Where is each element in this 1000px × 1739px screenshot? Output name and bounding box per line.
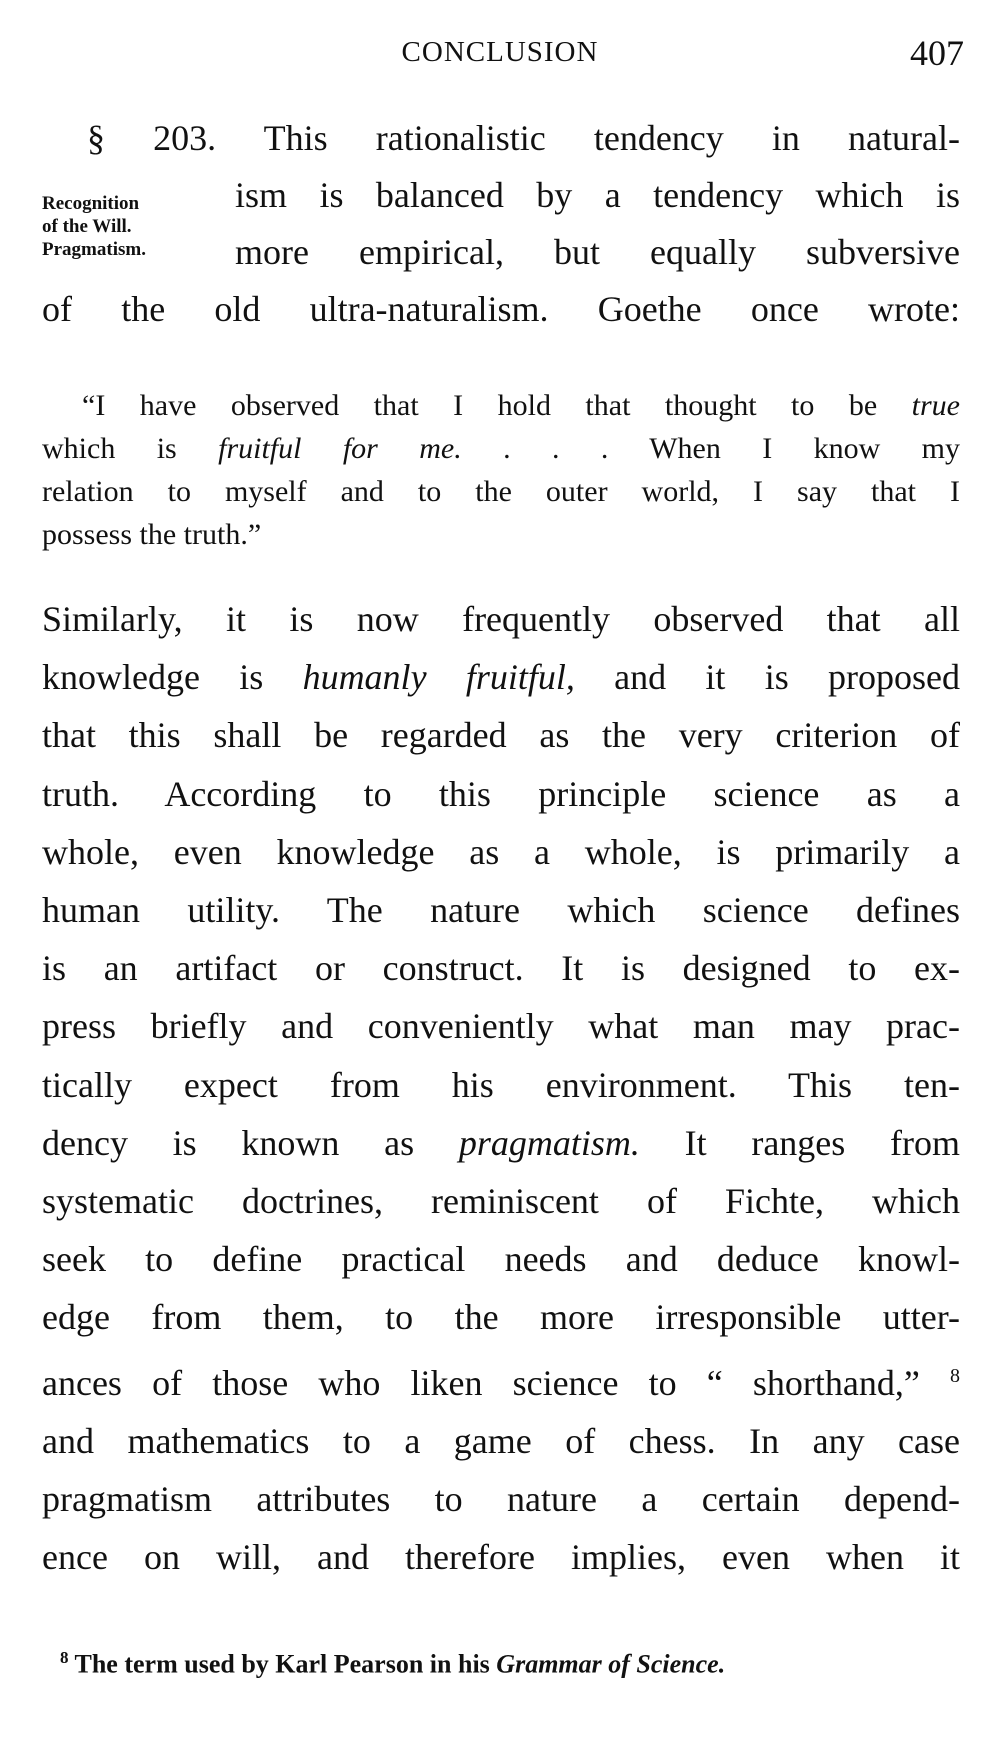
running-title: CONCLUSION	[401, 36, 599, 68]
text-line: seek to define practical needs and deduce knowl-	[42, 1239, 960, 1280]
text-line: ances of those who liken science to “ shorthand,” $^8$	[42, 1362, 960, 1403]
footnote-reference: 8	[950, 1364, 960, 1387]
text-line: ence on will, and therefore implies, even when it	[42, 1537, 960, 1578]
marginal-note-line: of the Will.	[42, 216, 132, 237]
text-line: edge from them, to the more irresponsible utter-	[42, 1297, 960, 1338]
text-line: is an artifact or construct. It is designed to ex-	[42, 948, 960, 989]
text-line: systematic doctrines, reminiscent of Fichte, which	[42, 1181, 960, 1222]
goethe-quote	[42, 384, 960, 556]
paragraph-pragmatism	[42, 590, 960, 1586]
text-line: that this shall be regarded as the very criterion of	[42, 715, 960, 756]
marginal-note-line: Pragmatism.	[42, 239, 146, 260]
footnote: $^8$ The term used by Karl Pearson in his Grammar of Science.	[60, 1648, 726, 1679]
paragraph-203	[42, 110, 960, 338]
quote-line: possess the truth.”	[42, 518, 262, 551]
text-line: truth. According to this principle science as a	[42, 773, 960, 814]
text-line: dency is known as pragmatism. It ranges from	[42, 1122, 960, 1163]
text-line: pragmatism attributes to nature a certain depend-	[42, 1479, 960, 1520]
marginal-note-line: Recognition	[42, 193, 140, 214]
quote-line: “I have observed that I hold that thought to be true	[82, 389, 960, 422]
text-line: Similarly, it is now frequently observed that all	[42, 599, 960, 639]
text-line: whole, even knowledge as a whole, is primarily a	[42, 831, 960, 872]
text-line: more empirical, but equally subversive	[235, 232, 960, 272]
text-line: press briefly and conveniently what man may prac-	[42, 1006, 960, 1047]
text-line: § 203. This rationalistic tendency in natural-	[87, 118, 960, 158]
text-line: of the old ultra-naturalism. Goethe once wrote:	[42, 289, 960, 329]
quote-line: which is fruitful for me. . . . When I know my	[42, 432, 961, 465]
text-line: and mathematics to a game of chess. In any case	[42, 1420, 960, 1461]
running-head	[0, 28, 1000, 78]
footnote-mark: 8	[60, 1648, 69, 1667]
text-line: knowledge is humanly fruitful, and it is proposed	[42, 657, 960, 698]
page-number: 407	[910, 33, 964, 73]
text-line: tically expect from his environment. This ten-	[42, 1064, 960, 1105]
quote-line: relation to myself and to the outer world, I say that I	[42, 475, 960, 508]
text-line: ism is balanced by a tendency which is	[235, 175, 960, 215]
text-line: human utility. The nature which science defines	[42, 890, 960, 931]
